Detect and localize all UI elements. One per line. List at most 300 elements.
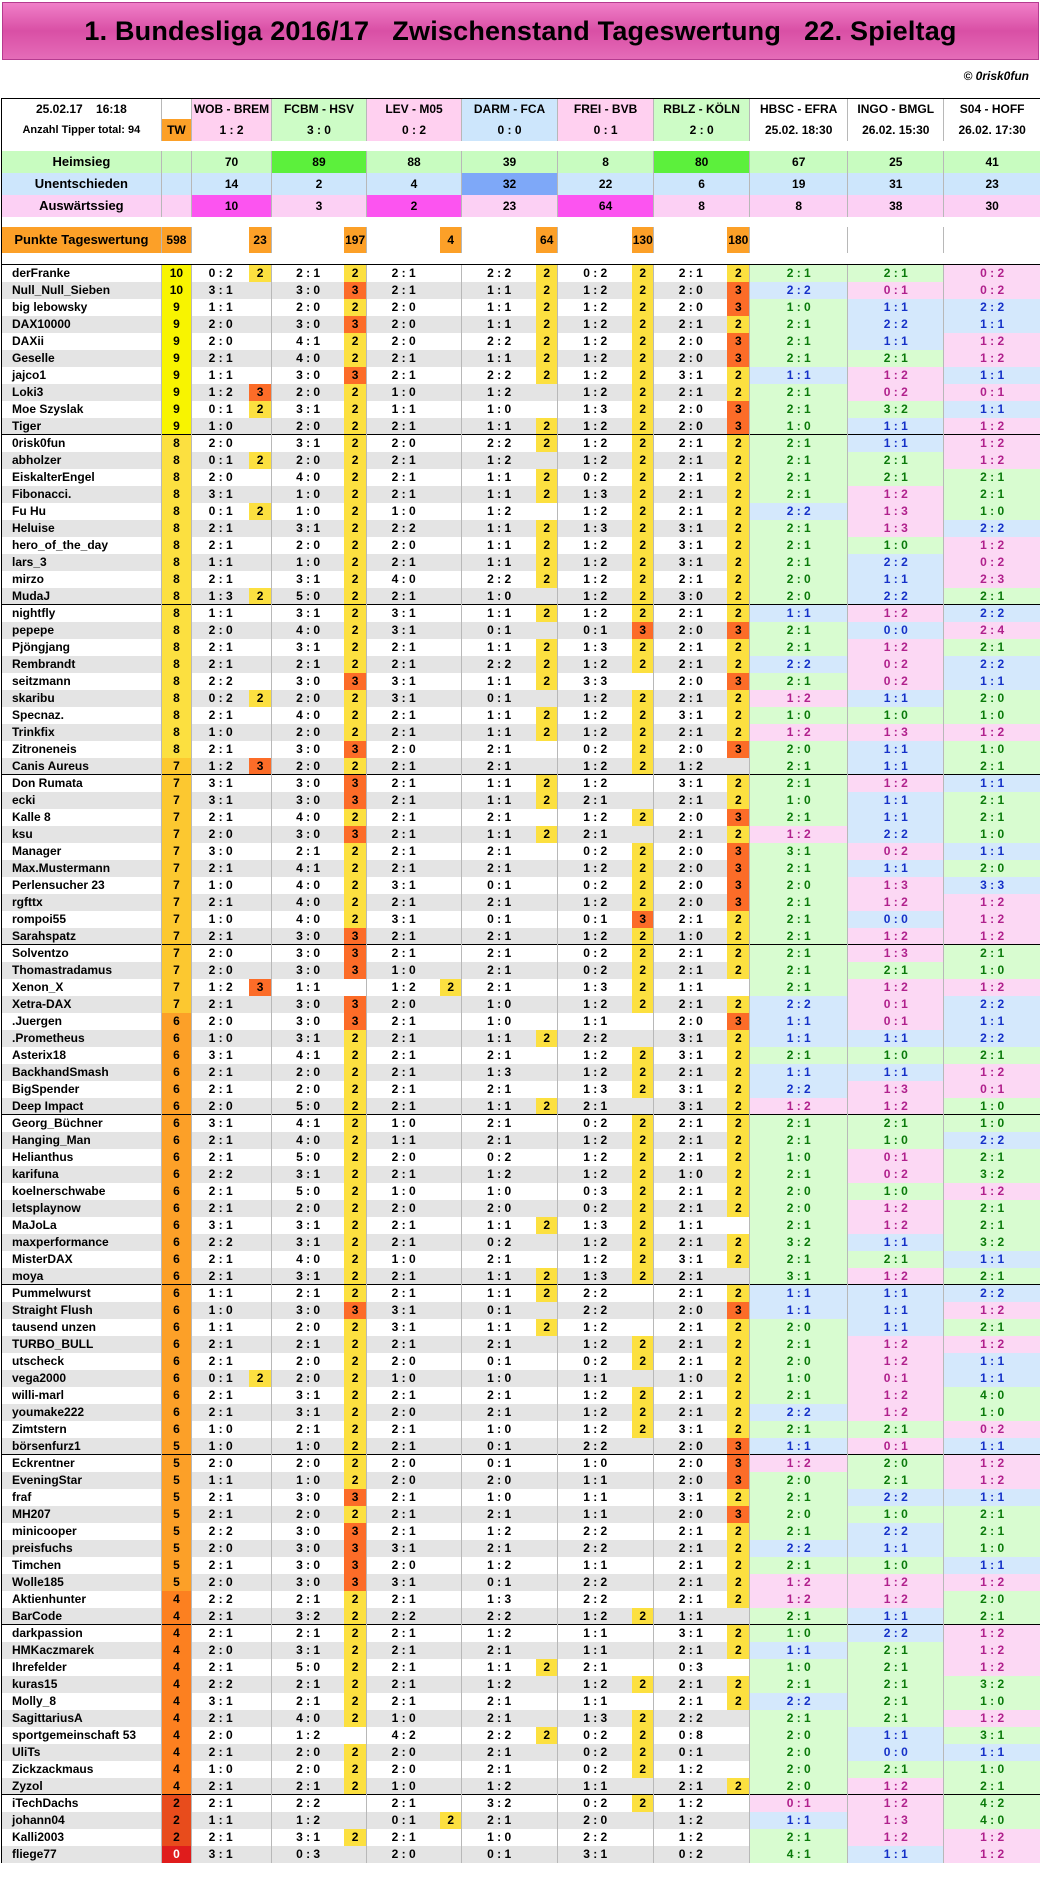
tip-1: 4 : 0 xyxy=(271,1132,344,1149)
stat-ap-6: 8 xyxy=(750,195,848,217)
tip-3: 2 : 1 xyxy=(462,1812,537,1829)
tip-1: 2 : 0 xyxy=(271,1200,344,1217)
tipper-name: Fu Hu xyxy=(2,503,162,520)
tip-1: 3 : 0 xyxy=(271,1523,344,1540)
tipper-name: derFranke xyxy=(2,265,162,282)
tip-points-2 xyxy=(440,537,461,554)
tip-8: 1 : 1 xyxy=(944,1489,1040,1506)
tip-points-3 xyxy=(536,1200,557,1217)
tipper-row xyxy=(2,877,1041,894)
tip-points-3 xyxy=(536,911,557,928)
tip-points-1: 2 xyxy=(344,1370,366,1387)
tipper-name: Sarahspatz xyxy=(2,928,162,945)
tip-2: 2 : 1 xyxy=(366,1268,440,1285)
tip-4: 1 : 1 xyxy=(558,1642,633,1659)
tip-points-5: 3 xyxy=(727,622,749,639)
tip-4: 1 : 2 xyxy=(558,1319,633,1336)
tip-4: 2 : 1 xyxy=(558,826,633,843)
tip-5: 3 : 1 xyxy=(654,1251,728,1268)
tipper-row xyxy=(2,792,1041,809)
tip-6: 2 : 1 xyxy=(750,860,848,877)
tip-points-4 xyxy=(632,1846,653,1863)
tip-7: 0 : 1 xyxy=(848,1370,944,1387)
tip-0: 2 : 1 xyxy=(192,1251,250,1268)
tipper-tw: 7 xyxy=(161,996,191,1013)
tip-points-3 xyxy=(536,1489,557,1506)
tip-3: 0 : 1 xyxy=(462,690,537,707)
tip-2: 2 : 1 xyxy=(366,639,440,656)
tip-points-3 xyxy=(536,503,557,520)
tip-points-1: 2 xyxy=(344,724,366,741)
tip-7: 0 : 1 xyxy=(848,282,944,299)
tip-points-1: 2 xyxy=(344,469,366,486)
tip-points-1: 3 xyxy=(344,962,366,979)
tip-points-1: 2 xyxy=(344,520,366,537)
tip-points-1: 2 xyxy=(344,1625,366,1642)
tip-1: 2 : 0 xyxy=(271,1744,344,1761)
tipper-tw: 5 xyxy=(161,1523,191,1540)
tip-8: 1 : 2 xyxy=(944,1574,1040,1591)
tip-points-5: 2 xyxy=(727,1166,749,1183)
tip-5: 3 : 1 xyxy=(654,1489,728,1506)
tipper-row xyxy=(2,401,1041,418)
tip-2: 2 : 0 xyxy=(366,996,440,1013)
tip-points-3 xyxy=(536,1829,557,1846)
tip-1: 0 : 3 xyxy=(271,1846,344,1863)
tip-3: 1 : 1 xyxy=(462,639,537,656)
tip-points-2 xyxy=(440,1761,461,1778)
tip-1: 3 : 1 xyxy=(271,1642,344,1659)
tip-points-1: 3 xyxy=(344,775,366,792)
tip-4: 0 : 3 xyxy=(558,1183,633,1200)
tip-points-5 xyxy=(727,979,749,996)
tip-0: 2 : 1 xyxy=(192,1064,250,1081)
tip-points-5 xyxy=(727,1829,749,1846)
tipper-tw: 9 xyxy=(161,350,191,367)
tip-points-2 xyxy=(440,571,461,588)
tip-8: 2 : 1 xyxy=(944,469,1040,486)
tipper-name: DAX10000 xyxy=(2,316,162,333)
tip-3: 2 : 1 xyxy=(462,928,537,945)
tip-8: 4 : 0 xyxy=(944,1812,1040,1829)
tip-8: 1 : 2 xyxy=(944,928,1040,945)
tip-points-3: 2 xyxy=(536,1098,557,1115)
tip-points-5: 3 xyxy=(727,673,749,690)
tip-5: 2 : 1 xyxy=(654,384,728,401)
tip-5: 2 : 0 xyxy=(654,333,728,350)
stat-hp-4: 8 xyxy=(558,151,654,173)
tip-6: 1 : 0 xyxy=(750,1149,848,1166)
tip-points-4 xyxy=(632,1506,653,1523)
tip-points-2 xyxy=(440,962,461,979)
tip-points-4: 3 xyxy=(632,911,653,928)
tipper-row xyxy=(2,775,1041,792)
tip-1: 3 : 1 xyxy=(271,401,344,418)
tip-7: 1 : 1 xyxy=(848,690,944,707)
tip-points-1: 2 xyxy=(344,1285,366,1302)
tip-points-3 xyxy=(536,1472,557,1489)
tip-points-2 xyxy=(440,1234,461,1251)
tip-0: 1 : 0 xyxy=(192,1421,250,1438)
page-title-banner xyxy=(2,2,1039,60)
tip-points-5: 2 xyxy=(727,605,749,622)
tip-1: 2 : 1 xyxy=(271,1778,344,1795)
tip-4: 1 : 3 xyxy=(558,520,633,537)
tip-points-0 xyxy=(249,1336,271,1353)
tip-7: 1 : 0 xyxy=(848,1132,944,1149)
tw-head: TW xyxy=(161,119,191,141)
tip-points-2 xyxy=(440,1115,461,1132)
tip-3: 1 : 0 xyxy=(462,1183,537,1200)
tip-points-0 xyxy=(249,1183,271,1200)
tip-points-1: 2 xyxy=(344,1030,366,1047)
tip-points-5: 2 xyxy=(727,996,749,1013)
tip-points-0 xyxy=(249,1319,271,1336)
tip-8: 2 : 1 xyxy=(944,945,1040,962)
tip-points-4: 2 xyxy=(632,265,653,282)
tip-1: 4 : 0 xyxy=(271,877,344,894)
tip-points-1: 2 xyxy=(344,1132,366,1149)
tip-4: 1 : 2 xyxy=(558,435,633,452)
tip-3: 2 : 2 xyxy=(462,265,537,282)
tip-1: 4 : 0 xyxy=(271,894,344,911)
tip-points-3 xyxy=(536,1115,557,1132)
tip-6: 2 : 1 xyxy=(750,894,848,911)
tip-points-4: 2 xyxy=(632,962,653,979)
tip-1: 2 : 0 xyxy=(271,1319,344,1336)
tipper-name: UliTs xyxy=(2,1744,162,1761)
tip-4: 2 : 2 xyxy=(558,1302,633,1319)
tip-points-0 xyxy=(249,282,271,299)
tip-8: 1 : 1 xyxy=(944,367,1040,384)
tip-points-2 xyxy=(440,741,461,758)
tip-7: 1 : 1 xyxy=(848,435,944,452)
tipper-tw: 8 xyxy=(161,707,191,724)
tip-1: 3 : 1 xyxy=(271,1217,344,1234)
tip-8: 0 : 2 xyxy=(944,1421,1040,1438)
tip-0: 2 : 1 xyxy=(192,1506,250,1523)
tip-points-5: 2 xyxy=(727,690,749,707)
tipper-tw: 2 xyxy=(161,1812,191,1829)
tip-8: 1 : 0 xyxy=(944,962,1040,979)
tip-points-2 xyxy=(440,1846,461,1863)
tip-points-4: 2 xyxy=(632,1217,653,1234)
tipper-name: karifuna xyxy=(2,1166,162,1183)
match-name-0: WOB - BREM xyxy=(192,99,272,119)
tip-8: 0 : 1 xyxy=(944,1081,1040,1098)
tipper-name: rgfttx xyxy=(2,894,162,911)
tipper-row xyxy=(2,1302,1041,1319)
tip-8: 1 : 1 xyxy=(944,401,1040,418)
tip-5: 2 : 1 xyxy=(654,1234,728,1251)
tipper-count: 94 xyxy=(128,123,141,136)
tip-6: 2 : 1 xyxy=(750,384,848,401)
tip-points-1: 3 xyxy=(344,1574,366,1591)
tip-8: 2 : 1 xyxy=(944,1268,1040,1285)
tip-7: 2 : 2 xyxy=(848,826,944,843)
tip-points-5: 2 xyxy=(727,1693,749,1710)
tip-1: 2 : 1 xyxy=(271,843,344,860)
tip-7: 2 : 1 xyxy=(848,1710,944,1727)
tip-6: 2 : 0 xyxy=(750,571,848,588)
tip-4: 1 : 2 xyxy=(558,1047,633,1064)
tip-points-1: 2 xyxy=(344,1387,366,1404)
tip-0: 2 : 1 xyxy=(192,1625,250,1642)
tip-points-1: 2 xyxy=(344,1404,366,1421)
tip-points-2 xyxy=(440,945,461,962)
tipper-row xyxy=(2,690,1041,707)
tip-points-5: 2 xyxy=(727,1353,749,1370)
tip-6: 1 : 1 xyxy=(750,1302,848,1319)
tip-points-3: 2 xyxy=(536,673,557,690)
tip-4: 0 : 2 xyxy=(558,843,633,860)
tip-7: 1 : 1 xyxy=(848,418,944,435)
tip-points-3: 2 xyxy=(536,367,557,384)
tip-2: 2 : 1 xyxy=(366,843,440,860)
tip-points-2 xyxy=(440,486,461,503)
tipper-name: Eckrentner xyxy=(2,1455,162,1472)
tip-3: 2 : 1 xyxy=(462,860,537,877)
tip-points-4 xyxy=(632,1302,653,1319)
tip-1: 2 : 0 xyxy=(271,758,344,775)
tip-points-2 xyxy=(440,588,461,605)
tipper-tw: 7 xyxy=(161,945,191,962)
tip-points-5: 2 xyxy=(727,265,749,282)
tip-3: 1 : 2 xyxy=(462,1523,537,1540)
tip-2: 2 : 1 xyxy=(366,1506,440,1523)
tip-0: 2 : 1 xyxy=(192,1404,250,1421)
tip-points-3 xyxy=(536,1812,557,1829)
tip-5: 2 : 1 xyxy=(654,911,728,928)
tip-points-1: 2 xyxy=(344,452,366,469)
tip-2: 2 : 1 xyxy=(366,1064,440,1081)
tip-6: 2 : 1 xyxy=(750,622,848,639)
tip-8: 1 : 1 xyxy=(944,1370,1040,1387)
tip-5: 2 : 1 xyxy=(654,1557,728,1574)
tip-points-0: 3 xyxy=(249,758,271,775)
tip-points-4: 2 xyxy=(632,1183,653,1200)
tip-4: 1 : 3 xyxy=(558,1710,633,1727)
tip-points-1: 2 xyxy=(344,503,366,520)
tip-points-1: 2 xyxy=(344,843,366,860)
tip-points-3: 2 xyxy=(536,435,557,452)
tip-7: 1 : 2 xyxy=(848,1336,944,1353)
tip-points-4 xyxy=(632,826,653,843)
tip-points-0 xyxy=(249,996,271,1013)
tip-2: 2 : 1 xyxy=(366,758,440,775)
tipper-row xyxy=(2,1030,1041,1047)
tip-1: 2 : 1 xyxy=(271,1693,344,1710)
tip-8: 2 : 1 xyxy=(944,1217,1040,1234)
tipper-name: Tiger xyxy=(2,418,162,435)
tip-4: 1 : 1 xyxy=(558,1489,633,1506)
tipper-tw: 4 xyxy=(161,1693,191,1710)
tipper-row xyxy=(2,1455,1041,1472)
tipper-row xyxy=(2,1727,1041,1744)
tip-points-4 xyxy=(632,1370,653,1387)
tipper-row xyxy=(2,1659,1041,1676)
tip-points-3: 2 xyxy=(536,333,557,350)
tipper-label: Anzahl Tipper total: xyxy=(22,123,125,136)
tipper-row xyxy=(2,418,1041,435)
tip-2: 2 : 1 xyxy=(366,1421,440,1438)
tip-4: 1 : 1 xyxy=(558,1557,633,1574)
tipper-row xyxy=(2,1625,1041,1642)
points-match-5: 180 xyxy=(727,227,749,253)
tipper-tw: 5 xyxy=(161,1557,191,1574)
tip-points-1: 2 xyxy=(344,622,366,639)
tip-0: 1 : 1 xyxy=(192,605,250,622)
tip-points-4 xyxy=(632,1438,653,1455)
tip-points-1: 2 xyxy=(344,911,366,928)
tipper-row xyxy=(2,1285,1041,1302)
tip-4: 1 : 2 xyxy=(558,690,633,707)
tip-points-4: 2 xyxy=(632,707,653,724)
tip-6: 1 : 2 xyxy=(750,826,848,843)
tip-0: 2 : 0 xyxy=(192,962,250,979)
match-result-5: 2 : 0 xyxy=(654,119,750,141)
tipper-row xyxy=(2,265,1041,282)
tip-3: 1 : 0 xyxy=(462,1370,537,1387)
tip-2: 2 : 1 xyxy=(366,1336,440,1353)
tipper-tw: 4 xyxy=(161,1761,191,1778)
tip-6: 2 : 1 xyxy=(750,1336,848,1353)
tipper-tw: 4 xyxy=(161,1676,191,1693)
tip-3: 1 : 1 xyxy=(462,554,537,571)
tip-5: 2 : 1 xyxy=(654,996,728,1013)
tip-points-4: 2 xyxy=(632,1727,653,1744)
tip-0: 2 : 2 xyxy=(192,1234,250,1251)
tipper-row xyxy=(2,1013,1041,1030)
tip-0: 2 : 0 xyxy=(192,333,250,350)
tip-8: 1 : 0 xyxy=(944,1098,1040,1115)
tip-7: 2 : 0 xyxy=(848,1455,944,1472)
tip-8: 1 : 1 xyxy=(944,1013,1040,1030)
stat-dp-0: 14 xyxy=(192,173,272,195)
tip-points-1: 2 xyxy=(344,1268,366,1285)
tipper-name: MisterDAX xyxy=(2,1251,162,1268)
tip-points-3 xyxy=(536,1676,557,1693)
tip-6: 2 : 1 xyxy=(750,911,848,928)
tip-3: 2 : 1 xyxy=(462,1336,537,1353)
tip-0: 2 : 0 xyxy=(192,1540,250,1557)
stat-dp-7: 31 xyxy=(848,173,944,195)
tip-8: 0 : 2 xyxy=(944,554,1040,571)
tip-points-2 xyxy=(440,707,461,724)
tip-points-5: 2 xyxy=(727,520,749,537)
stat-dp-4: 22 xyxy=(558,173,654,195)
tip-4: 1 : 2 xyxy=(558,537,633,554)
tip-7: 0 : 0 xyxy=(848,1744,944,1761)
tip-6: 2 : 1 xyxy=(750,537,848,554)
tipper-row xyxy=(2,639,1041,656)
tip-3: 0 : 1 xyxy=(462,1353,537,1370)
tip-points-1: 2 xyxy=(344,1642,366,1659)
tip-points-5: 2 xyxy=(727,1132,749,1149)
tip-points-1: 2 xyxy=(344,1200,366,1217)
tip-8: 2 : 1 xyxy=(944,1319,1040,1336)
tipper-row xyxy=(2,809,1041,826)
tip-0: 2 : 1 xyxy=(192,1608,250,1625)
tip-7: 1 : 1 xyxy=(848,809,944,826)
tip-points-2 xyxy=(440,282,461,299)
tip-points-0 xyxy=(249,1710,271,1727)
tip-7: 2 : 1 xyxy=(848,265,944,282)
tipper-tw: 6 xyxy=(161,1217,191,1234)
tip-2: 2 : 1 xyxy=(366,1047,440,1064)
points-match-3: 64 xyxy=(536,227,557,253)
tipper-name: Canis Aureus xyxy=(2,758,162,775)
tip-2: 2 : 0 xyxy=(366,1557,440,1574)
tip-points-3: 2 xyxy=(536,554,557,571)
tip-points-0 xyxy=(249,707,271,724)
tipper-name: EveningStar xyxy=(2,1472,162,1489)
tipper-tw: 9 xyxy=(161,316,191,333)
tip-1: 5 : 0 xyxy=(271,1659,344,1676)
tip-5: 3 : 1 xyxy=(654,775,728,792)
tipper-name: Zitroneneis xyxy=(2,741,162,758)
stat-hp-5: 80 xyxy=(654,151,750,173)
tip-1: 1 : 0 xyxy=(271,1438,344,1455)
tip-4: 1 : 3 xyxy=(558,401,633,418)
tip-5: 2 : 0 xyxy=(654,1013,728,1030)
tipper-tw: 10 xyxy=(161,282,191,299)
points-spacer-1 xyxy=(271,227,344,253)
tipper-tw: 8 xyxy=(161,724,191,741)
tip-8: 1 : 2 xyxy=(944,418,1040,435)
tipper-name: fraf xyxy=(2,1489,162,1506)
tipper-row xyxy=(2,1540,1041,1557)
tip-8: 2 : 1 xyxy=(944,1047,1040,1064)
tip-8: 2 : 1 xyxy=(944,1523,1040,1540)
tippers-table xyxy=(1,98,1040,1863)
tip-points-3: 2 xyxy=(536,1727,557,1744)
tipper-tw: 5 xyxy=(161,1574,191,1591)
tip-8: 1 : 2 xyxy=(944,537,1040,554)
tipper-tw: 6 xyxy=(161,1166,191,1183)
tip-1: 4 : 0 xyxy=(271,911,344,928)
tip-4: 1 : 2 xyxy=(558,605,633,622)
tip-points-0 xyxy=(249,554,271,571)
tip-8: 1 : 2 xyxy=(944,1302,1040,1319)
tip-points-5: 2 xyxy=(727,1200,749,1217)
tip-points-5 xyxy=(727,1727,749,1744)
tip-points-2 xyxy=(440,758,461,775)
tip-points-4 xyxy=(632,775,653,792)
tip-7: 1 : 2 xyxy=(848,1404,944,1421)
tipper-row xyxy=(2,928,1041,945)
tip-5: 2 : 1 xyxy=(654,945,728,962)
tip-points-2 xyxy=(440,1523,461,1540)
tip-8: 2 : 2 xyxy=(944,996,1040,1013)
tip-0: 2 : 1 xyxy=(192,520,250,537)
tip-2: 1 : 0 xyxy=(366,962,440,979)
tip-0: 1 : 0 xyxy=(192,1761,250,1778)
tip-7: 1 : 0 xyxy=(848,537,944,554)
tip-points-3 xyxy=(536,1778,557,1795)
tip-8: 2 : 1 xyxy=(944,1778,1040,1795)
tip-points-5: 3 xyxy=(727,350,749,367)
tip-6: 2 : 2 xyxy=(750,1081,848,1098)
tip-points-0 xyxy=(249,792,271,809)
tipper-row xyxy=(2,860,1041,877)
tipper-tw: 9 xyxy=(161,299,191,316)
tip-1: 2 : 0 xyxy=(271,299,344,316)
tip-7: 2 : 1 xyxy=(848,962,944,979)
tip-points-2 xyxy=(440,1421,461,1438)
tip-points-1: 3 xyxy=(344,996,366,1013)
tip-8: 2 : 0 xyxy=(944,860,1040,877)
